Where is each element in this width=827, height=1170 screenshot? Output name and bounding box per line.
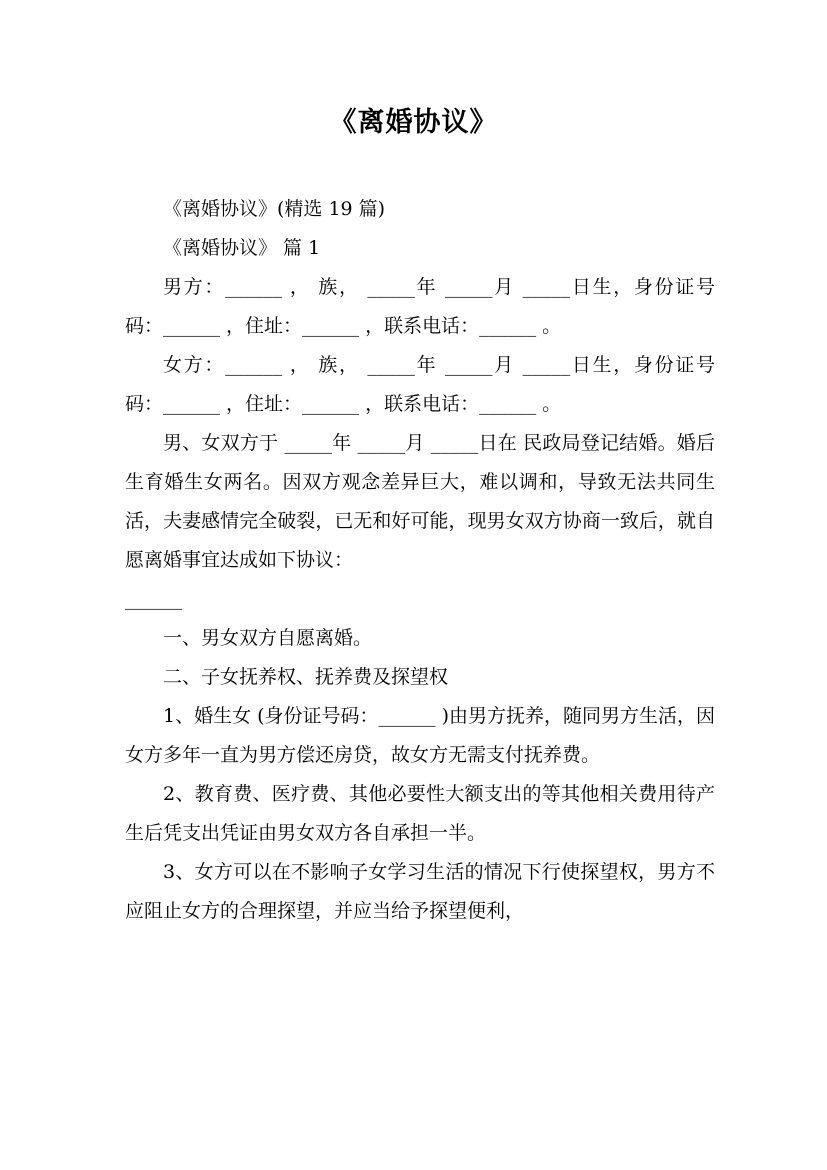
document-body: [125, 190, 715, 931]
clause-1: 一、男女双方自愿离婚。: [163, 627, 373, 649]
document-title: 《离婚协议》: [329, 107, 498, 138]
marriage-statement-paragraph: 男、女双方于 _____年 _____月 _____日在 民政局登记结婚。婚后生育婚生女两名。因双方观念差异巨大，难以调和，导致无法共同生活，夫妻感情完全破裂，已无和好可能，现男女双方协商一致后，就自愿离婚事宜达成如下协议：: [125, 432, 715, 571]
clause-2: 二、子女抚养权、抚养费及探望权: [163, 666, 449, 688]
clause-2-item-1: 1、婚生女 (身份证号码：______ )由男方抚养，随同男方生活，因女方多年一直为男方偿还房贷，故女方无需支付抚养费。: [125, 705, 715, 766]
subtitle-paragraph: 《离婚协议》(精选 19 篇): [163, 198, 386, 220]
clause-2-item-2: 2、教育费、医疗费、其他必要性大额支出的等其他相关费用待产生后凭支出凭证由男女双方各自承担一半。: [125, 783, 715, 844]
female-party-paragraph: 女方：______ ， 族， _____年 _____月 _____日生，身份证号码：______ ，住址：______ ，联系电话：______ 。: [125, 354, 715, 415]
blank-line: ______: [125, 588, 182, 610]
section-heading: 《离婚协议》 篇 1: [163, 237, 321, 259]
clause-2-item-3: 3、女方可以在不影响子女学习生活的情况下行使探望权，男方不应阻止女方的合理探望，并应当给予探望便利，: [125, 861, 715, 922]
male-party-paragraph: 男方：______ ， 族， _____年 _____月 _____日生，身份证号码：______ ，住址：______ ，联系电话：______ 。: [125, 276, 715, 337]
